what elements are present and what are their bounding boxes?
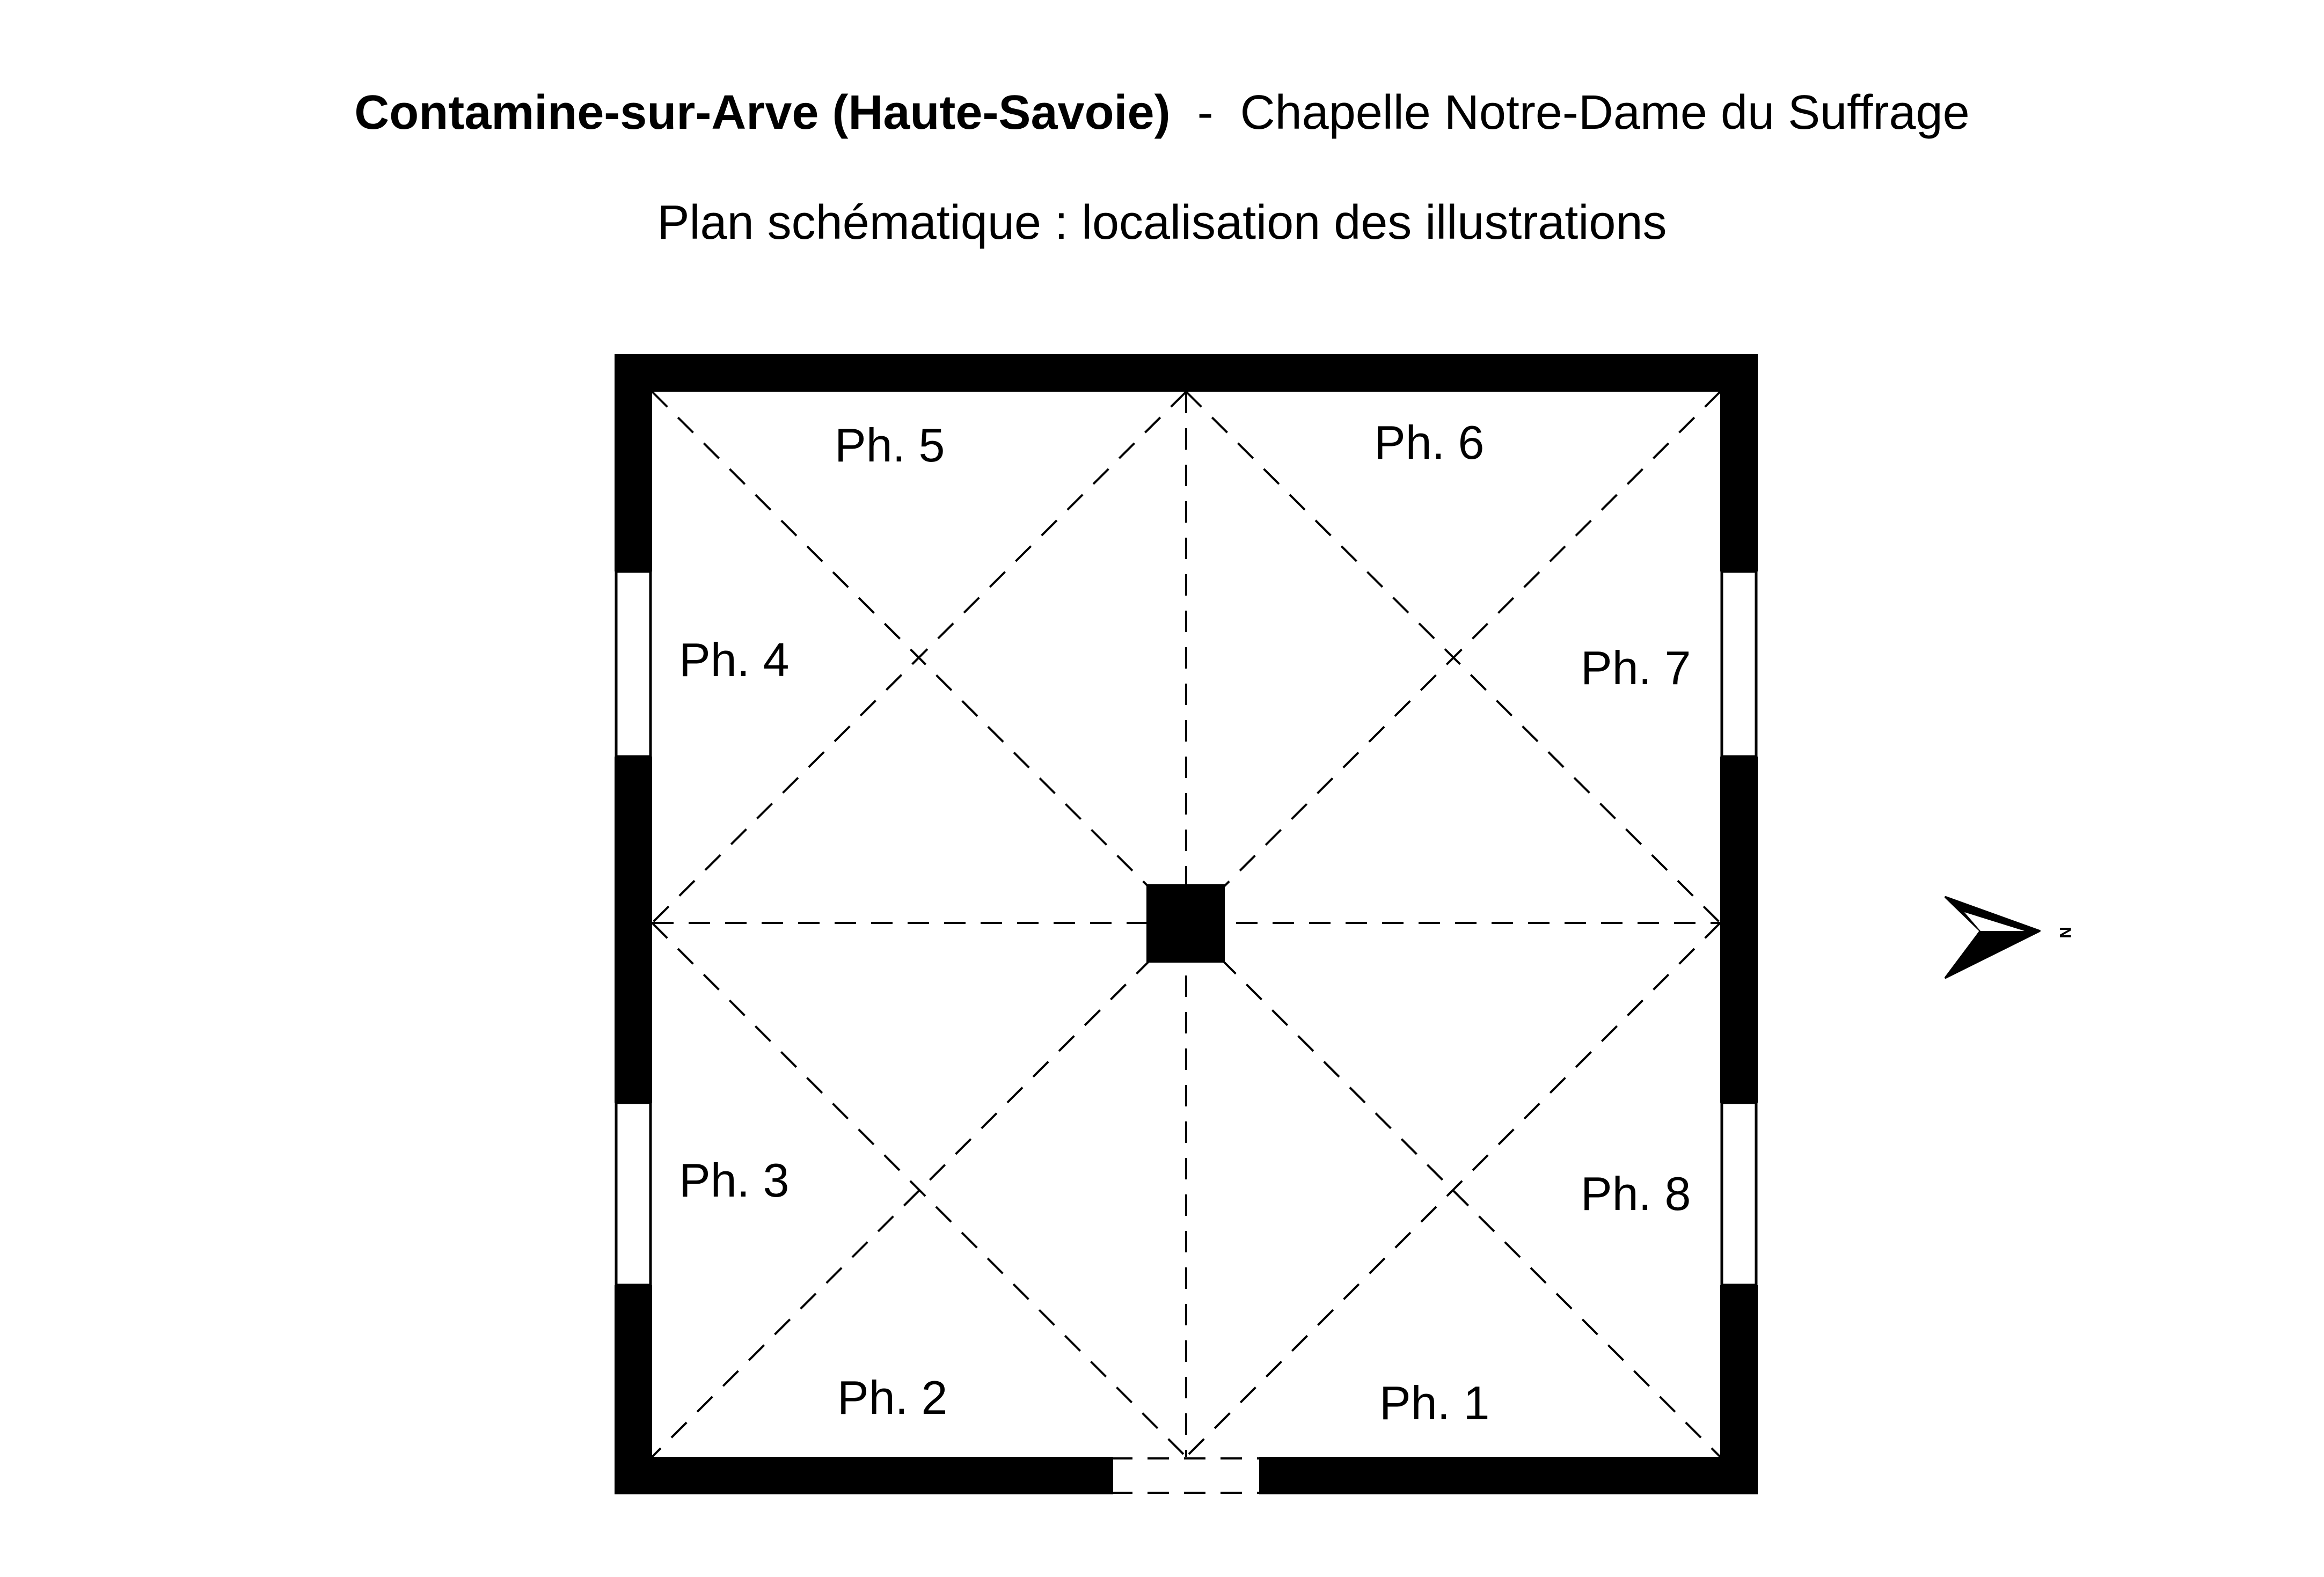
label-ph3: Ph. 3 — [679, 1154, 790, 1207]
wall-top — [615, 354, 1758, 392]
north-arrow-outer — [1946, 897, 2040, 978]
window-left-lower — [616, 1103, 651, 1285]
central-pillar — [1146, 884, 1225, 963]
north-arrow-icon — [1946, 897, 2074, 978]
label-ph2: Ph. 2 — [837, 1371, 948, 1424]
plan-subtitle: Plan schématique : localisation des illustrations — [657, 196, 1667, 250]
door-opening — [1111, 1457, 1261, 1494]
wall-right-3 — [1720, 1285, 1758, 1494]
label-ph1: Ph. 1 — [1379, 1376, 1490, 1429]
wall-left-2 — [615, 757, 652, 1103]
label-ph8: Ph. 8 — [1581, 1167, 1691, 1220]
wall-left-3 — [615, 1285, 652, 1494]
window-left-upper — [616, 571, 651, 757]
wall-bottom-left — [615, 1457, 1111, 1494]
wall-right-2 — [1720, 757, 1758, 1103]
label-ph4: Ph. 4 — [679, 633, 790, 686]
title-separator: - — [1197, 86, 1214, 140]
wall-right-1 — [1720, 354, 1758, 571]
window-right-lower — [1722, 1103, 1756, 1285]
title-place: Contamine-sur-Arve (Haute-Savoie) — [354, 86, 1171, 140]
north-arrow-label: N — [2056, 927, 2074, 938]
label-ph7: Ph. 7 — [1581, 641, 1691, 694]
label-ph5: Ph. 5 — [835, 419, 945, 472]
window-right-upper — [1722, 571, 1756, 757]
wall-left-1 — [615, 354, 652, 571]
label-ph6: Ph. 6 — [1374, 416, 1485, 469]
wall-bottom-right — [1261, 1457, 1758, 1494]
title-building: Chapelle Notre-Dame du Suffrage — [1240, 86, 1970, 140]
